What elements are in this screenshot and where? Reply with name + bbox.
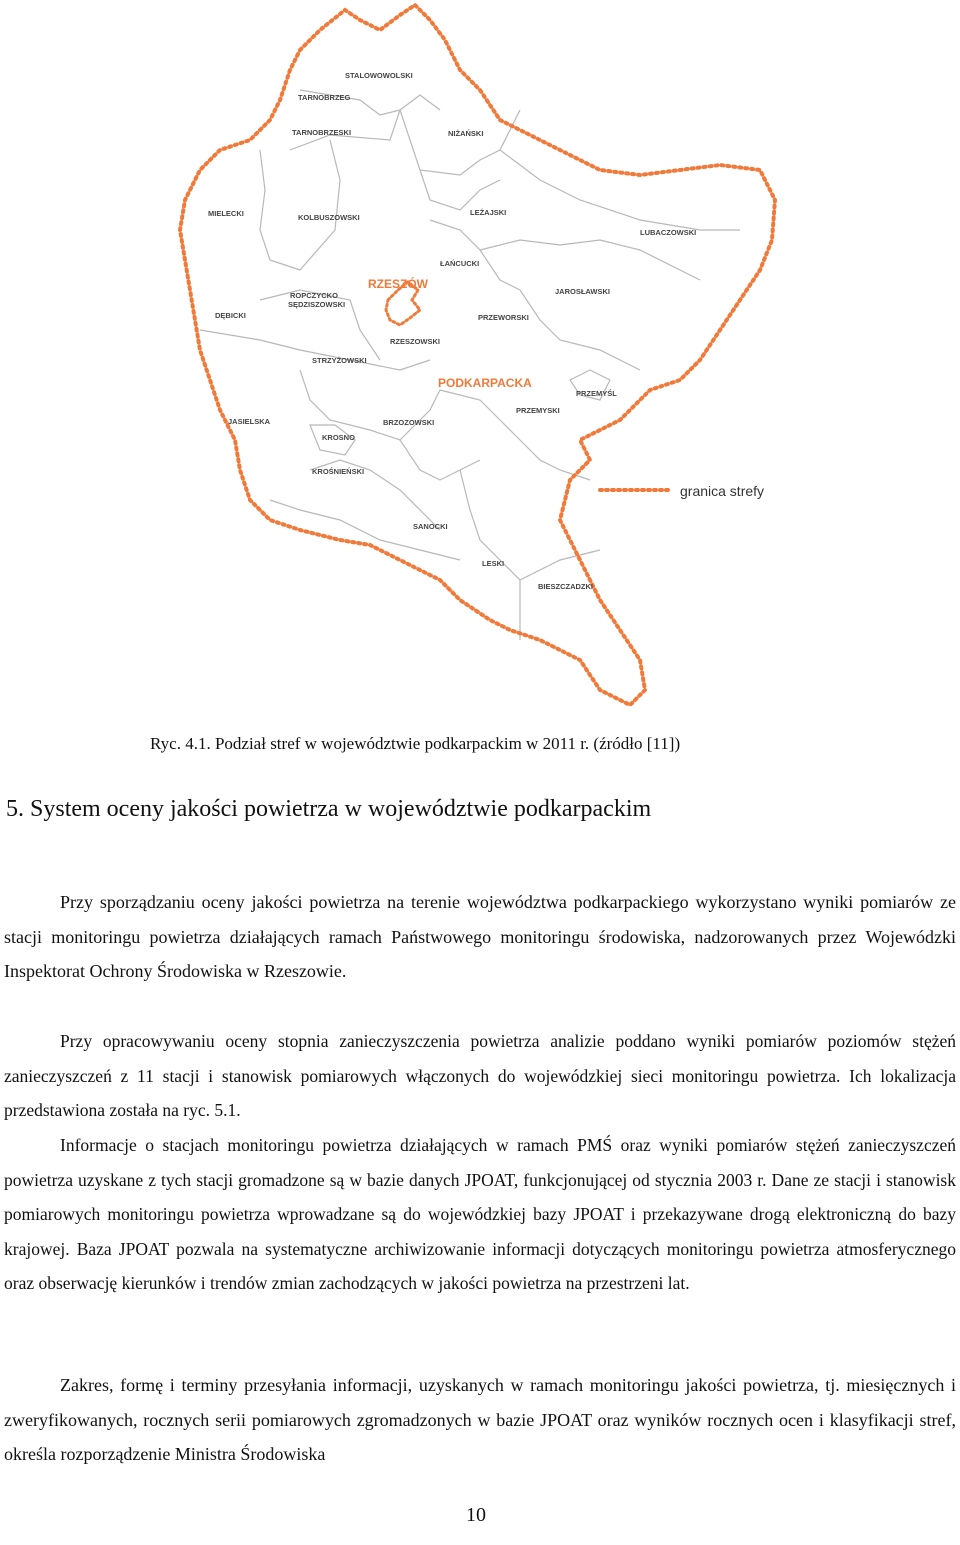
district-label: PRZEWORSKI xyxy=(478,313,529,322)
district-label: BRZOZOWSKI xyxy=(383,418,435,427)
paragraph: Przy opracowywaniu oceny stopnia zanieczyszczenia powietrza analizie poddano wyniki pomiarów poziomów stężeń zanieczyszczeń z 11 stacji i stanowisk pomiarowych włączonych do wojewódzkiej sieci monitoringu powietrza. Ich lokalizacja przedstawiona została na ryc. 5.1. xyxy=(4,1031,956,1120)
page-number: 10 xyxy=(466,1504,486,1526)
zone-border-line xyxy=(180,5,775,705)
district-label: STRZYŻOWSKI xyxy=(312,356,367,365)
district-label: SĘDZISZOWSKI xyxy=(288,300,346,309)
legend-label: granica strefy xyxy=(680,483,765,499)
district-label: NIŻAŃSKI xyxy=(448,129,484,138)
zone-label-rzeszow: RZESZÓW xyxy=(368,277,428,291)
section-heading: 5. System oceny jakości powietrza w województwie podkarpackim xyxy=(6,796,652,822)
district-label: STALOWOWOLSKI xyxy=(345,71,413,80)
paragraph: Informacje o stacjach monitoringu powietrza działających w ramach PMŚ oraz wyniki pomiarów stężeń zanieczyszczeń powietrza uzyskane z tych stacji gromadzone są w bazie danych JPOAT, funkcjonującej od stycznia 2003 r. Dane ze stacji i stanowisk pomiarowych monitoringu powietrza wprowadzane są do wojewódzkiej bazy JPOAT i przekazywane drogą elektroniczną do bazy krajowej. Baza JPOAT pozwala na systematyczne archiwizowanie informacji dotyczących monitoringu powietrza atmosferycznego oraz obserwację kierunków i trendów zmian zachodzących w jakości powietrza na przestrzeni lat. xyxy=(4,1135,956,1293)
district-label: MIELECKI xyxy=(208,209,244,218)
district-label: LESKI xyxy=(482,559,505,568)
district-label: DĘBICKI xyxy=(215,311,246,320)
district-label: PRZEMYŚL xyxy=(576,389,617,398)
district-label: TARNOBRZESKI xyxy=(292,128,352,137)
district-label: KOLBUSZOWSKI xyxy=(298,213,360,222)
district-label: LUBACZOWSKI xyxy=(640,228,697,237)
paragraph: Przy sporządzaniu oceny jakości powietrza na terenie województwa podkarpackiego wykorzystano wyniki pomiarów ze stacji monitoringu powietrza działających ramach Państwowego monitoringu środowiska, nadzorowanych przez Wojewódzki Inspektorat Ochrony Środowiska w Rzeszowie. xyxy=(4,892,956,981)
district-label: LEŻAJSKI xyxy=(470,208,507,217)
district-label: KROŚNIEŃSKI xyxy=(312,467,365,476)
district-labels xyxy=(208,71,696,591)
zone-map xyxy=(0,0,960,720)
district-label: KROSNO xyxy=(322,433,355,442)
figure-caption: Ryc. 4.1. Podział stref w województwie podkarpackim w 2011 r. (źródło [11]) xyxy=(150,734,681,753)
district-label: SANOCKI xyxy=(413,522,448,531)
district-label: ROPCZYCKO xyxy=(290,291,338,300)
district-label: JASIELSKA xyxy=(228,417,271,426)
district-label: ŁAŃCUCKI xyxy=(440,259,480,268)
district-label: TARNOBRZEG xyxy=(298,93,351,102)
district-label: RZESZOWSKI xyxy=(390,337,440,346)
zone-label-podkarpacka: PODKARPACKA xyxy=(438,376,532,390)
district-label: BIESZCZADZKI xyxy=(538,582,593,591)
paragraph: Zakres, formę i terminy przesyłania informacji, uzyskanych w ramach monitoringu jakości powietrza, tj. miesięcznych i zweryfikowanych, rocznych serii pomiarowych zgromadzonych w bazie JPOAT oraz wyników rocznych ocen i klasyfikacji stref, określa rozporządzenie Ministra Środowiska xyxy=(4,1375,956,1464)
district-label: PRZEMYSKI xyxy=(516,406,560,415)
district-label: JAROSŁAWSKI xyxy=(555,287,611,296)
